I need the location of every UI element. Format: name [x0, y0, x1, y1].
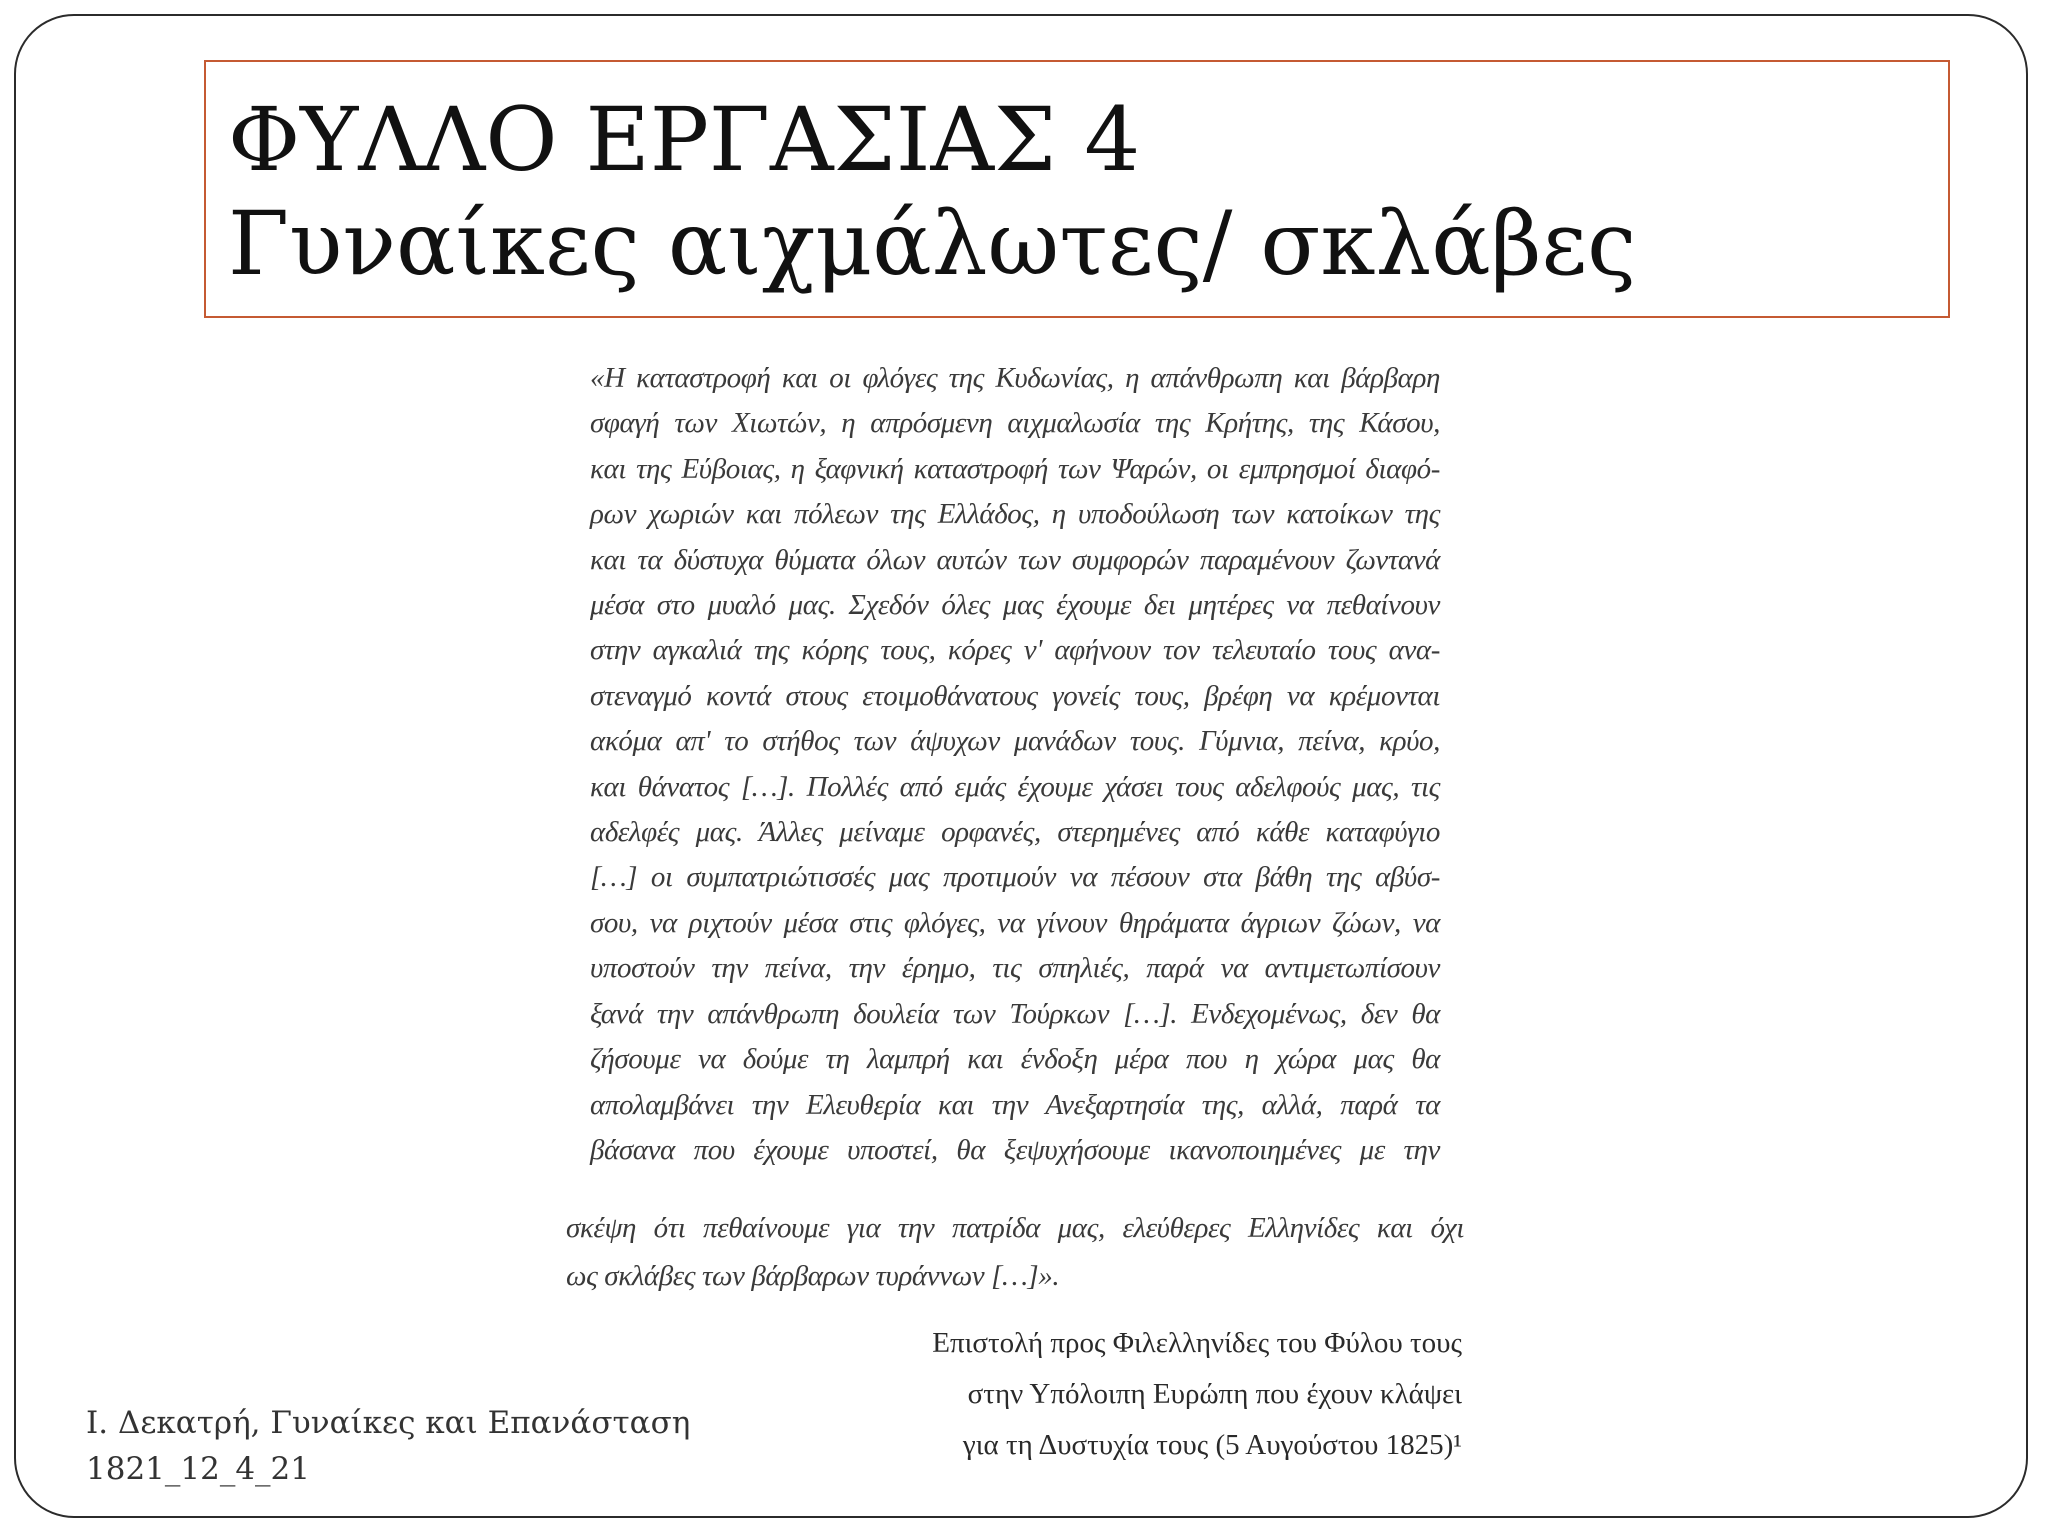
quote-line: […] οι συμπατριώτισσές μας προτιμούν να πέσουν στα βάθη της αβύσ-: [590, 861, 1440, 894]
quote-line: βάσανα που έχουμε υποστεί, θα ξεψυχήσουμε ικανοποιημένες με την: [590, 1133, 1440, 1166]
quote-line: ακόμα απ' το στήθος των άψυχων μανάδων τους. Γύμνια, πείνα, κρύο,: [590, 725, 1440, 758]
quote-line: αδελφές μας. Άλλες μείναμε ορφανές, στερημένες από κάθε καταφύγιο: [590, 816, 1440, 849]
source-citation: [800, 1318, 1462, 1471]
quote-line: υποστούν την πείνα, την έρημο, τις σπηλιές, παρά να αντιμετωπίσουν: [590, 952, 1440, 985]
worksheet-subtitle: Γυναίκες αιχμάλωτες/ σκλάβες: [228, 192, 1637, 295]
quote-line: ως σκλάβες των βάρβαρων τυράννων […]».: [566, 1260, 1060, 1292]
quote-line: ξανά την απάνθρωπη δουλεία των Τούρκων […]. Ενδεχομένως, δεν θα: [590, 997, 1440, 1030]
quote-line: απολαμβάνει την Ελευθερία και την Ανεξαρτησία της, αλλά, παρά τα: [590, 1088, 1440, 1121]
quote-line: και της Εύβοιας, η ξαφνική καταστροφή των Ψαρών, οι εμπρησμοί διαφό-: [590, 452, 1440, 485]
quote-excerpt: [590, 356, 1440, 1173]
source-line: για τη Δυστυχία τους (5 Αυγούστου 1825)¹: [962, 1429, 1462, 1461]
credit-author: Ι. Δεκατρή, Γυναίκες και Επανάσταση: [86, 1405, 691, 1441]
quote-line: σου, να ριχτούν μέσα στις φλόγες, να γίνουν θηράματα άγριων ζώων, να: [590, 906, 1440, 939]
quote-line: μέσα στο μυαλό μας. Σχεδόν όλες μας έχουμε δει μητέρες να πεθαίνουν: [590, 589, 1440, 622]
quote-line: και θάνατος […]. Πολλές από εμάς έχουμε χάσει τους αδελφούς μας, τις: [590, 770, 1440, 803]
quote-line: στην αγκαλιά της κόρης τους, κόρες ν' αφήνουν τον τελευταίο τους ανα-: [590, 634, 1440, 667]
quote-line: σκέψη ότι πεθαίνουμε για την πατρίδα μας, ελεύθερες Ελληνίδες και όχι: [566, 1212, 1464, 1244]
quote-line: σφαγή των Χιωτών, η απρόσμενη αιχμαλωσία της Κρήτης, της Κάσου,: [590, 407, 1440, 440]
credit-date: 1821_12_4_21: [86, 1451, 311, 1487]
quote-line: στεναγμό κοντά στους ετοιμοθάνατους γονείς τους, βρέφη να κρέμονται: [590, 679, 1440, 712]
quote-line: ζήσουμε να δούμε τη λαμπρή και ένδοξη μέρα που η χώρα μας θα: [590, 1043, 1440, 1076]
quote-line: και τα δύστυχα θύματα όλων αυτών των συμφορών παραμένουν ζωντανά: [590, 543, 1440, 576]
title-box: [204, 60, 1950, 318]
quote-line: ρων χωριών και πόλεων της Ελλάδος, η υποδούλωση των κατοίκων της: [590, 498, 1440, 531]
quote-excerpt-continued: [566, 1204, 1464, 1300]
quote-line: «Η καταστροφή και οι φλόγες της Κυδωνίας, η απάνθρωπη και βάρβαρη: [590, 362, 1440, 394]
author-credit: [86, 1400, 690, 1492]
worksheet-title: ΦΥΛΛΟ ΕΡΓΑΣΙΑΣ 4: [228, 88, 1141, 191]
source-line: στην Υπόλοιπη Ευρώπη που έχουν κλάψει: [967, 1378, 1462, 1410]
source-line: Επιστολή προς Φιλελληνίδες του Φύλου τους: [932, 1327, 1462, 1359]
